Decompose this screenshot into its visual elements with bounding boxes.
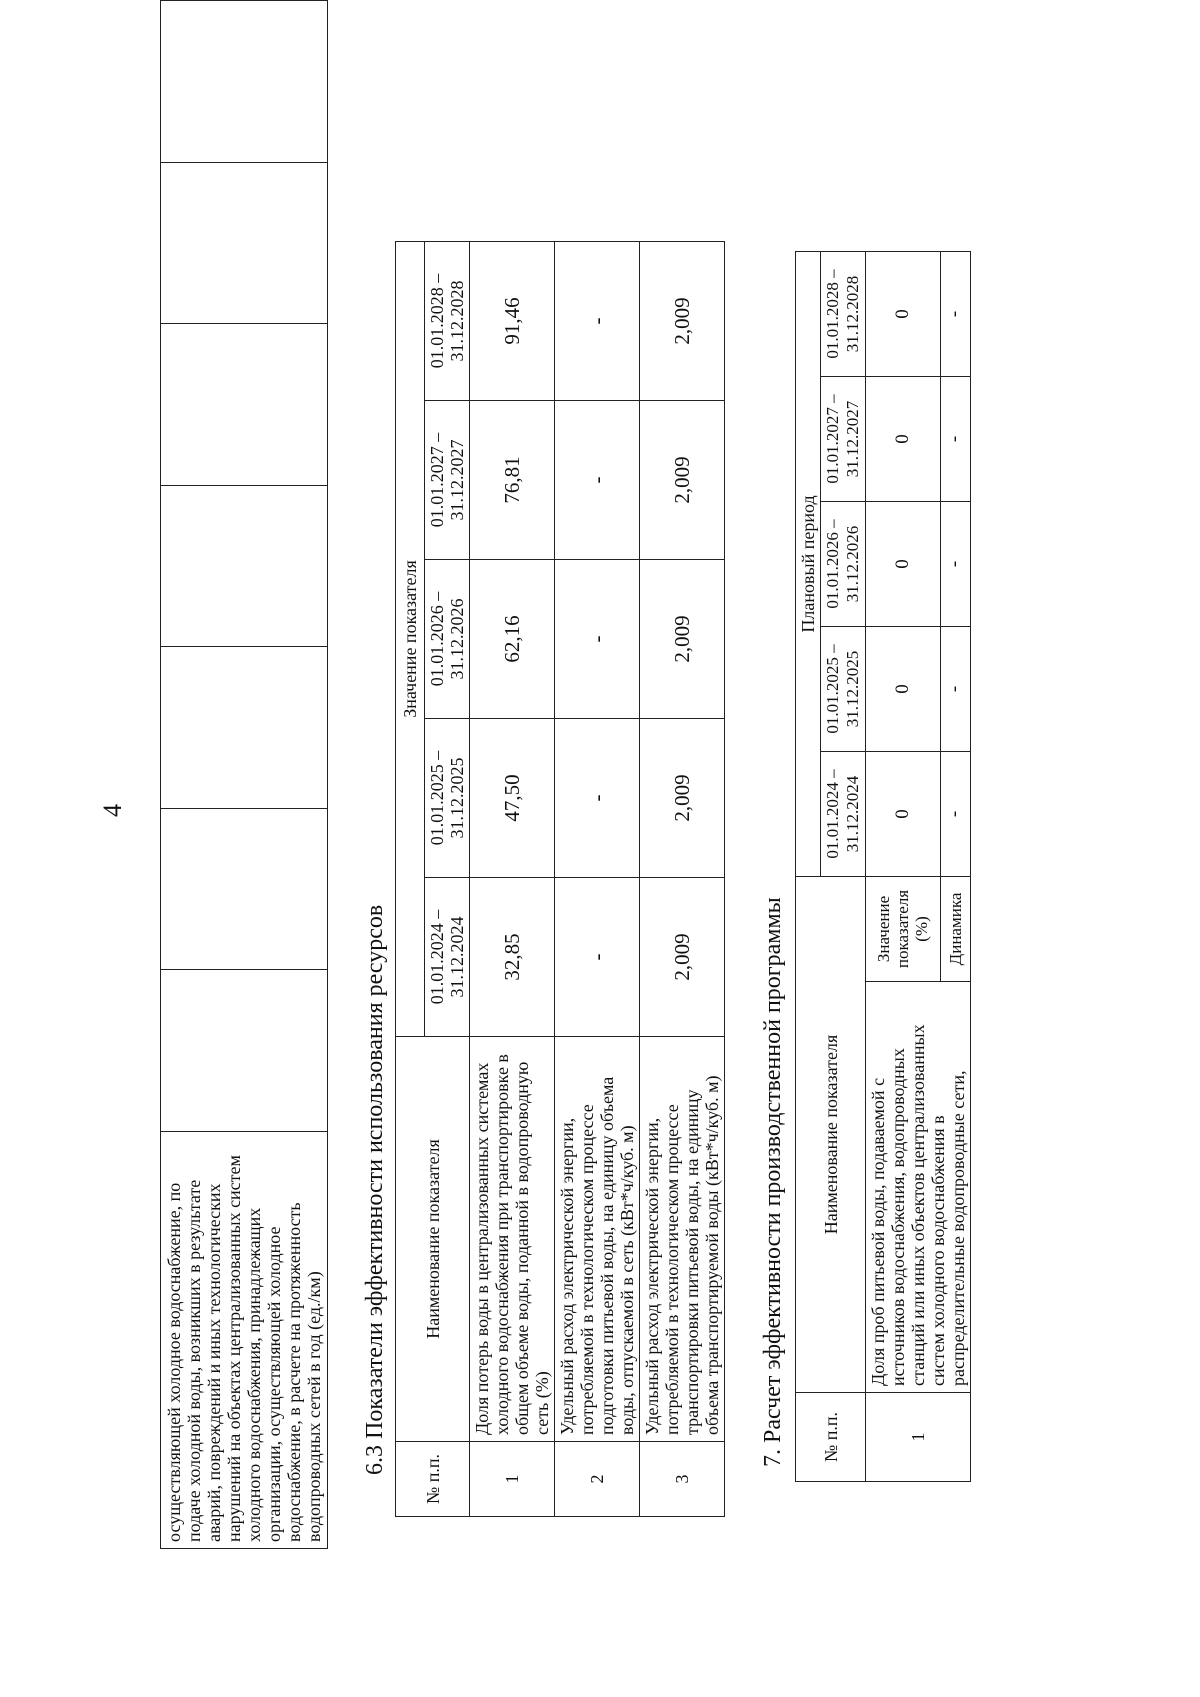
col-header-period: 01.01.2028 – 31.12.2028 [425,242,470,401]
value-cell: 0 [866,252,941,377]
sub-label-dynamics: Динамика [940,877,970,982]
value-cell: 32,85 [470,878,555,1037]
table-row [161,1,328,1549]
col-header-value-group: Значение показателя [396,242,425,1037]
col-header-period: 01.01.2024 – 31.12.2024 [821,752,866,877]
value-cell: - [555,401,640,560]
table-header-row [796,252,821,1482]
value-cell: - [555,560,640,719]
indicator-name-cell: осуществляющей холодное водоснабжение, по подаче холодной воды, возникших в результате аварий, повреждений и иных технологических нарушений на объектах централизованных систем холодного водоснабжения, принадлежащих организации, осуществляющей холодное водоснабжение, в расчете на протяженность водопроводных сетей в год (ед./км) [161,1132,328,1549]
indicator-name: Удельный расход электрической энергии, потребляемой в технологическом процессе подготовки питьевой воды, на единицу объема воды, отпускаемой в сеть (кВт*ч/куб. м) [555,1037,640,1442]
col-header-name: Наименование показателя [796,877,866,1393]
row-number: 3 [640,1442,725,1517]
value-cell: 2,009 [640,878,725,1037]
table-row [640,242,725,1517]
table-row [866,252,941,1482]
section-heading-7: 7. Расчет эффективности производственной программы [760,897,786,1467]
col-header-planned-period: Плановый период [796,252,821,877]
value-cell: 2,009 [640,401,725,560]
section-heading-6-3: 6.3 Показатели эффективности использования ресурсов [362,904,388,1475]
col-header-number: № п.п. [396,1442,470,1517]
empty-value-cell [161,485,328,647]
value-cell: - [555,719,640,878]
indicator-name: Доля потерь воды в централизованных системах холодного водоснабжения при транспортировке в общем объеме воды, поданной в водопроводную сеть (%) [470,1037,555,1442]
empty-value-cell [161,647,328,809]
value-cell: 2,009 [640,719,725,878]
empty-value-cell [161,970,328,1132]
empty-value-cell [161,808,328,970]
value-cell: 0 [866,502,941,627]
col-header-period: 01.01.2027 – 31.12.2027 [425,401,470,560]
row-number: 1 [866,1393,971,1482]
continuation-table [160,0,328,1549]
col-header-period: 01.01.2026 – 31.12.2026 [821,502,866,627]
value-cell: 2,009 [640,560,725,719]
value-cell: 0 [866,752,941,877]
value-cell: 47,50 [470,719,555,878]
indicator-name: Удельный расход электрической энергии, потребляемой в технологическом процессе транспортировки питьевой воды, на единицу объема транспортируемой воды (кВт*ч/куб. м) [640,1037,725,1442]
row-number: 2 [555,1442,640,1517]
program-efficiency-table [795,251,971,1482]
empty-value-cell [161,324,328,486]
dynamics-cell: - [940,627,970,752]
value-cell: - [555,878,640,1037]
value-cell: 0 [866,627,941,752]
col-header-period: 01.01.2028 – 31.12.2028 [821,252,866,377]
value-cell: 91,46 [470,242,555,401]
indicator-name: Доля проб питьевой воды, подаваемой с источников водоснабжения, водопроводных станций или иных объектов централизованных систем холодного водоснабжения в распределительные водопроводные сети, [866,982,971,1393]
empty-value-cell [161,1,328,163]
col-header-period: 01.01.2025 – 31.12.2025 [425,719,470,878]
table-row [555,242,640,1517]
value-cell: - [555,242,640,401]
value-cell: 0 [866,377,941,502]
table-header-row [396,242,425,1517]
dynamics-cell: - [940,752,970,877]
value-cell: 76,81 [470,401,555,560]
table-row [470,242,555,1517]
value-cell: 62,16 [470,560,555,719]
sub-label-value: Значение показателя (%) [866,877,941,982]
dynamics-cell: - [940,252,970,377]
col-header-period: 01.01.2024 – 31.12.2024 [425,878,470,1037]
dynamics-cell: - [940,377,970,502]
page-number: 4 [98,804,127,817]
col-header-period: 01.01.2027 – 31.12.2027 [821,377,866,502]
col-header-name: Наименование показателя [396,1037,470,1442]
value-cell: 2,009 [640,242,725,401]
empty-value-cell [161,162,328,324]
col-header-period: 01.01.2025 – 31.12.2025 [821,627,866,752]
col-header-period: 01.01.2026 – 31.12.2026 [425,560,470,719]
resource-efficiency-table [395,241,725,1517]
dynamics-cell: - [940,502,970,627]
col-header-number: № п.п. [796,1393,866,1482]
row-number: 1 [470,1442,555,1517]
